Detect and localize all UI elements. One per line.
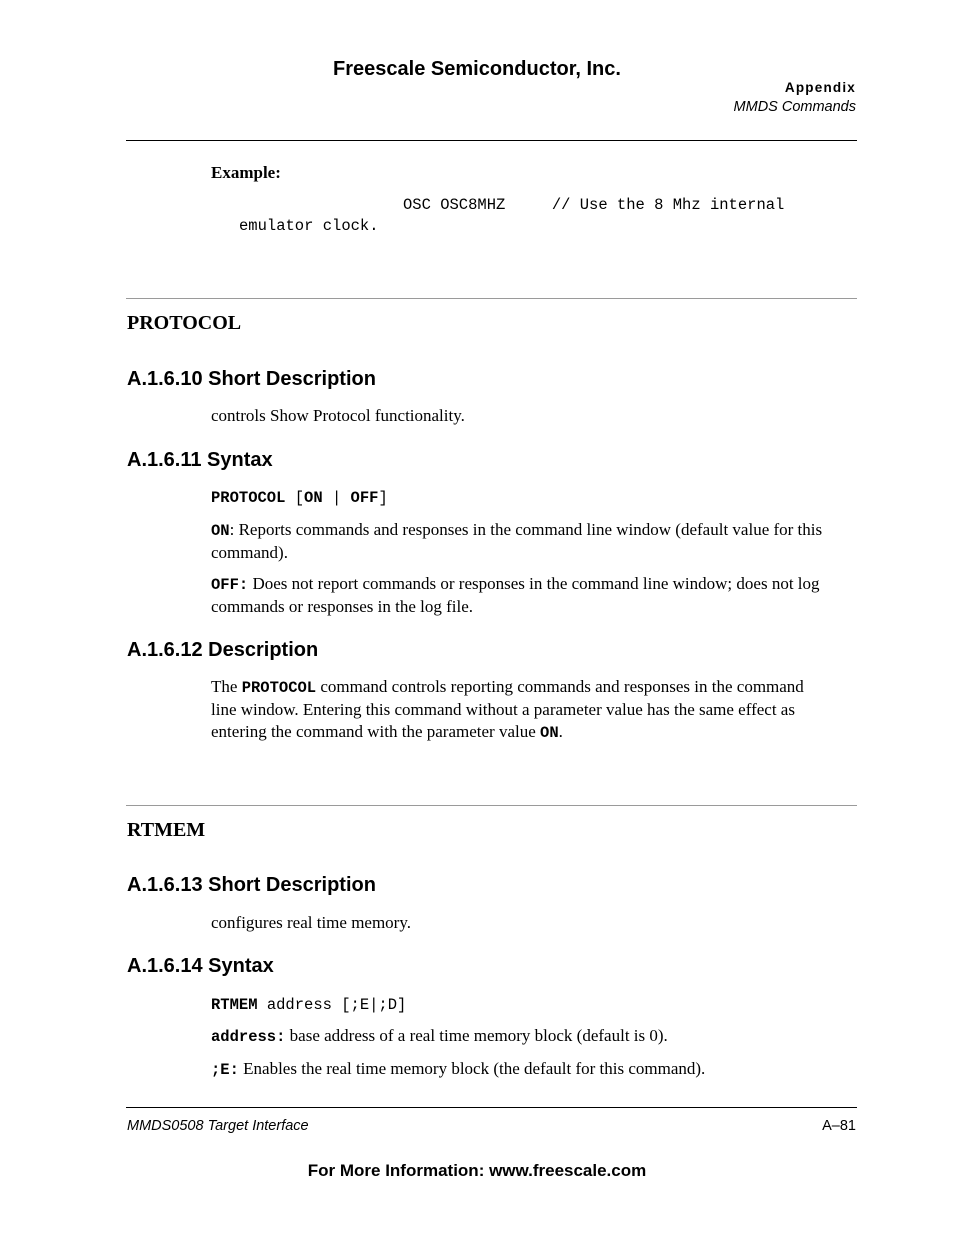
rtmem-syntax-args: address [;E|;D] <box>257 996 407 1014</box>
section-divider-protocol <box>126 298 857 299</box>
protocol-description-text <box>211 676 831 744</box>
param-name-e: ;E: <box>211 1061 239 1079</box>
protocol-short-heading: A.1.6.10 Short Description <box>127 368 376 390</box>
syntax-option-on: ON <box>304 489 323 507</box>
rtmem-syntax-command: RTMEM <box>211 996 258 1014</box>
protocol-description-heading: A.1.6.12 Description <box>127 639 319 661</box>
protocol-on-param <box>211 519 857 564</box>
param-text-on: : Reports commands and responses in the command line window (default value for this command). <box>211 520 823 562</box>
company-name: Freescale Semiconductor, Inc. <box>333 58 621 80</box>
rtmem-short-text: configures real time memory. <box>211 913 411 932</box>
param-name-on: ON <box>211 522 230 540</box>
syntax-option-off: OFF <box>350 489 379 507</box>
protocol-syntax-line <box>211 486 857 509</box>
example-code-line-1: OSC OSC8MHZ // Use the 8 Mhz internal <box>403 196 785 214</box>
rtmem-address-param <box>211 1025 857 1048</box>
protocol-syntax-heading: A.1.6.11 Syntax <box>127 449 273 471</box>
rtmem-syntax-heading: A.1.6.14 Syntax <box>127 955 274 977</box>
param-text-off: Does not report commands or responses in the command line window; does not log commands or responses in the log file. <box>211 574 820 616</box>
appendix-label: Appendix <box>784 80 856 95</box>
example-label: Example: <box>211 163 281 182</box>
syntax-command: PROTOCOL <box>211 489 286 507</box>
section-name: MMDS Commands <box>733 99 856 115</box>
desc-command: PROTOCOL <box>241 679 317 697</box>
rtmem-short-heading: A.1.6.13 Short Description <box>127 874 376 896</box>
param-name-address: address: <box>211 1028 286 1046</box>
more-info-line: For More Information: www.freescale.com <box>307 1161 647 1180</box>
syntax-bracket-close: ] <box>378 489 388 507</box>
rtmem-e-param <box>211 1058 857 1081</box>
syntax-separator: | <box>322 489 351 507</box>
desc-value: ON <box>540 724 559 742</box>
protocol-short-text: controls Show Protocol functionality. <box>211 406 465 425</box>
protocol-off-param <box>211 573 857 618</box>
header-divider <box>126 140 857 141</box>
syntax-bracket-open: [ <box>285 489 305 507</box>
section-divider-rtmem <box>126 805 857 806</box>
page-number: A–81 <box>822 1118 856 1134</box>
desc-post: . <box>558 722 563 741</box>
footer-divider <box>126 1107 857 1108</box>
document-title: MMDS0508 Target Interface <box>127 1118 309 1134</box>
desc-pre: The <box>211 677 242 696</box>
param-text-e: Enables the real time memory block (the default for this command). <box>238 1059 706 1078</box>
desc-mid: command controls reporting commands and responses in the command line window. Entering this command without a parameter value has the same effect as entering the command with the parameter value <box>211 677 804 741</box>
param-text-address: base address of a real time memory block (default is 0). <box>285 1026 668 1045</box>
protocol-title: PROTOCOL <box>127 312 242 334</box>
param-name-off: OFF: <box>211 576 249 594</box>
rtmem-syntax-line <box>211 993 857 1016</box>
rtmem-title: RTMEM <box>127 819 206 841</box>
example-code-line-2: emulator clock. <box>239 217 379 235</box>
